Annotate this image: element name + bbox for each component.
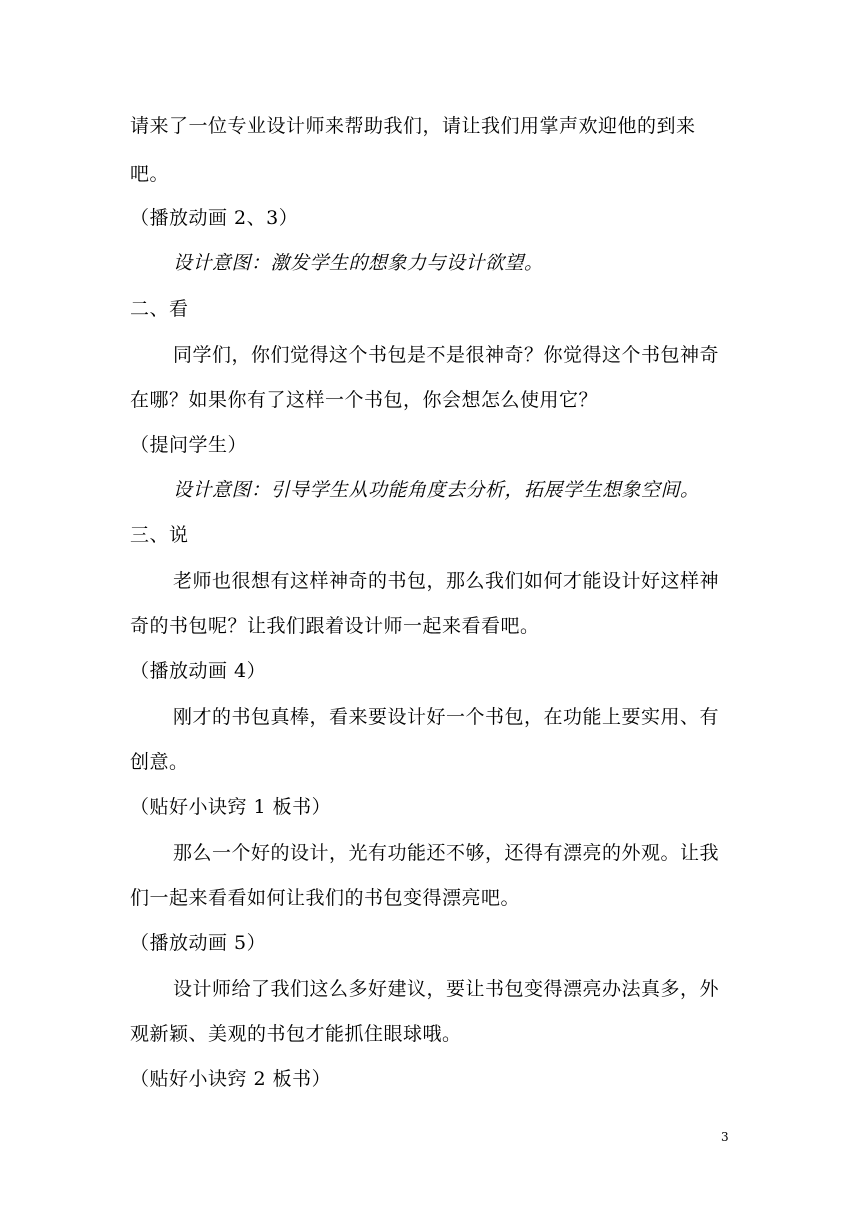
paragraph-line: 创意。 <box>130 751 189 773</box>
stage-direction: （播放动画 2、3） <box>130 207 299 229</box>
paragraph-line: 在哪？如果你有了这样一个书包，你会想怎么使用它？ <box>130 389 599 411</box>
stage-direction: （播放动画 5） <box>130 932 267 954</box>
paragraph-line: 奇的书包呢？让我们跟着设计师一起来看看吧。 <box>130 615 540 637</box>
paragraph-line: 设计师给了我们这么多好建议，要让书包变得漂亮办法真多，外 <box>173 978 720 1000</box>
section-heading: 二、看 <box>130 298 189 320</box>
paragraph-line: 观新颖、美观的书包才能抓住眼球哦。 <box>130 1023 462 1045</box>
stage-direction: （贴好小诀窍 2 板书） <box>130 1068 332 1090</box>
page-number: 3 <box>721 1130 729 1144</box>
paragraph-line: 那么一个好的设计，光有功能还不够，还得有漂亮的外观。让我 <box>173 842 720 864</box>
design-intent: 设计意图：引导学生从功能角度去分析，拓展学生想象空间。 <box>173 479 700 501</box>
section-heading: 三、说 <box>130 524 189 546</box>
paragraph-line: 刚才的书包真棒，看来要设计好一个书包，在功能上要实用、有 <box>173 706 720 728</box>
design-intent: 设计意图：激发学生的想象力与设计欲望。 <box>173 252 544 274</box>
paragraph-line: 同学们，你们觉得这个书包是不是很神奇？你觉得这个书包神奇 <box>173 344 720 366</box>
paragraph-line: 请来了一位专业设计师来帮助我们，请让我们用掌声欢迎他的到来 <box>130 115 696 137</box>
stage-direction: （播放动画 4） <box>130 660 267 682</box>
paragraph-line: 们一起来看看如何让我们的书包变得漂亮吧。 <box>130 887 521 909</box>
stage-direction: （提问学生） <box>130 434 248 456</box>
paragraph-line: 吧。 <box>130 163 170 185</box>
paragraph-line: 老师也很想有这样神奇的书包，那么我们如何才能设计好这样神 <box>173 570 720 592</box>
stage-direction: （贴好小诀窍 1 板书） <box>130 796 332 818</box>
